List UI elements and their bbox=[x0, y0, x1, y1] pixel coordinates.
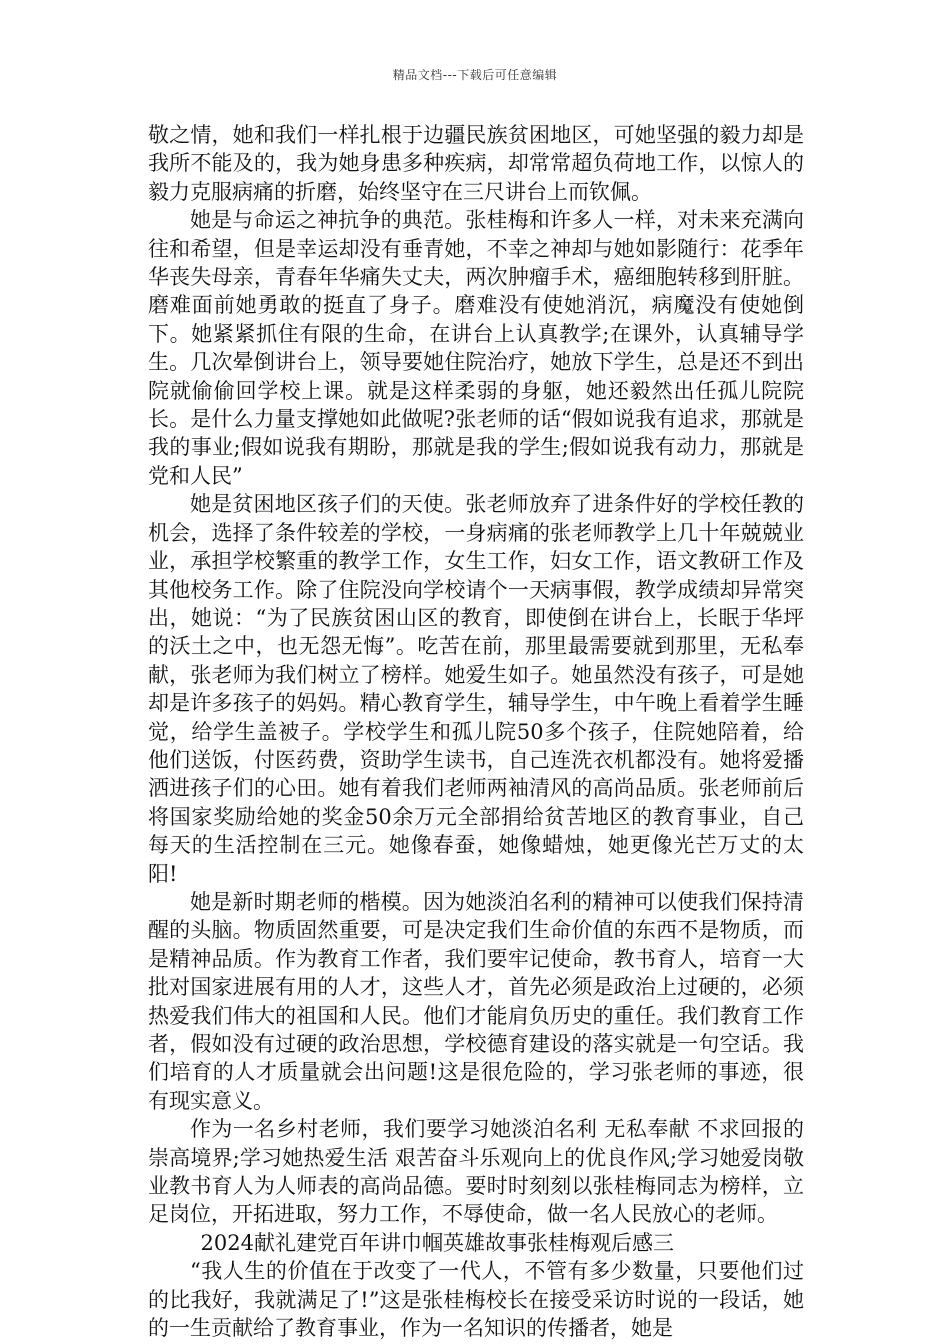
paragraph-continuation: 敬之情，她和我们一样扎根于边疆民族贫困地区，可她坚强的毅力却是我所不能及的，我为她身患多种疾病，却常常超负荷地工作，以惊人的毅力克服病痛的折磨，始终坚守在三尺讲台上而钦佩。 bbox=[148, 123, 804, 204]
paragraph-angel-of-children: 她是贫困地区孩子们的天使。张老师放弃了进条件好的学校任教的机会，选择了条件较差的学校，一身病痛的张老师教学上几十年兢兢业业，承担学校繁重的教学工作，女生工作，妇女工作，语文教研工作及其他校务工作。除了住院没向学校请个一天病事假，教学成绩却异常突出，她说：“为了民族贫困山区的教育，即使倒在讲台上，长眠于华坪的沃土之中，也无怨无悔”。吃苦在前，那里最需要就到那里，无私奉献，张老师为我们树立了榜样。她爱生如子。她虽然没有孩子，可是她却是许多孩子的妈妈。精心教育学生，辅导学生，中午晚上看着学生睡觉，给学生盖被子。学校学生和孤儿院50多个孩子，住院她陪着，给他们送饭，付医药费，资助学生读书，自己连洗衣机都没有。她将爱播洒进孩子们的心田。她有着我们老师两袖清风的高尚品质。张老师前后将国家奖励给她的奖金50余万元全部捐给贫苦地区的教育事业，自己每天的生活控制在三元。她像春蚕，她像蜡烛，她更像光芒万丈的太阳! bbox=[148, 492, 804, 886]
paragraph-fighting-fate: 她是与命运之神抗争的典范。张桂梅和许多人一样，对未来充满向往和希望，但是幸运却没有垂青她，不幸之神却与她如影随行：花季年华丧失母亲，青春年华痛失丈夫，两次肿瘤手术，癌细胞转移到肝脏。磨难面前她勇敢的挺直了身子。磨难没有使她消沉，病魔没有使她倒下。她紧紧抓住有限的生命，在讲台上认真教学;在课外，认真辅导学生。几次晕倒讲台上，领导要她住院治疗，她放下学生，总是还不到出院就偷偷回学校上课。就是这样柔弱的身躯，她还毅然出任孤儿院院长。是什么力量支撑她如此做呢?张老师的话“假如说我有追求，那就是我的事业;假如说我有期盼，那就是我的学生;假如说我有动力，那就是党和人民” bbox=[148, 208, 804, 488]
paragraph-closing: “我人生的价值在于改变了一代人，不管有多少数量，只要他们过的比我好，我就满足了!”这是张桂梅校长在接受采访时说的一段话，她的一生贡献给了教育事业，作为一名知识的传播者，她是 bbox=[148, 1259, 804, 1341]
paragraph-role-model: 她是新时期老师的楷模。因为她淡泊名利的精神可以使我们保持清醒的头脑。物质固然重要，可是决定我们生命价值的东西不是物质，而是精神品质。作为教育工作者，我们要牢记使命，教书育人，培育一大批对国家进展有用的人才，这些人才，首先必须是政治上过硬的，必须热爱我们伟大的祖国和人民。他们才能肩负历史的重任。我们教育工作者，假如没有过硬的政治思想，学校德育建设的落实就是一句空话。我们培育的人才质量就会出问题!这是很危险的，学习张老师的事迹，很有现实意义。 bbox=[148, 889, 804, 1113]
document-body bbox=[148, 121, 804, 1342]
section-title: 2024献礼建党百年讲巾帼英雄故事张桂梅观后感三 bbox=[200, 1230, 674, 1255]
page-header-caption: 精品文档---下载后可任意编辑 bbox=[392, 68, 558, 82]
paragraph-rural-teacher: 作为一名乡村老师，我们要学习她淡泊名利 无私奉献 不求回报的崇高境界;学习她热爱生活 艰苦奋斗乐观向上的优良作风;学习她爱岗敬业教书育人为人师表的高尚品德。要时时刻刻以张桂梅同志为榜样，立足岗位，开拓进取，努力工作，不辱使命，做一名人民放心的老师。 bbox=[148, 1117, 804, 1227]
